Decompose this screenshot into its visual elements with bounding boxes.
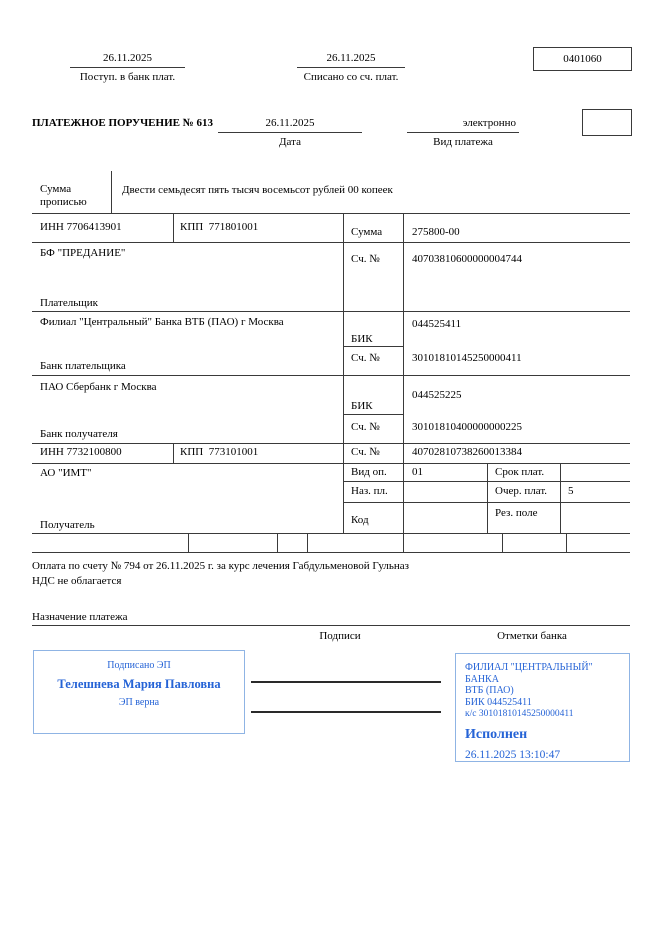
payee-bank-account: 30101810400000000225 [412, 421, 522, 433]
table-hline [343, 414, 403, 415]
amount-words-value: Двести семьдесят пять тысяч восемьсот рублей 00 копеек [122, 184, 393, 196]
signature-stamp-line3: ЭП верна [118, 697, 160, 708]
pay-term-label: Срок плат. [495, 466, 545, 478]
code-label: Код [351, 514, 369, 526]
payer-bank-account: 30101810145250000411 [412, 352, 522, 364]
reserve-label: Рез. поле [495, 507, 538, 519]
table-vline [173, 443, 174, 463]
table-hline [32, 311, 630, 312]
debited-date-field [297, 52, 405, 84]
document-date-field [218, 117, 362, 149]
payer-kpp: КПП 771801001 [180, 221, 259, 233]
payer-bank-name: Филиал "Центральный" Банка ВТБ (ПАО) г Москва [40, 316, 284, 328]
table-vline [188, 533, 189, 552]
received-date-value: 26.11.2025 [70, 52, 185, 68]
document-date-label: Дата [279, 136, 301, 148]
payer-bank-label: Банк плательщика [40, 360, 126, 372]
signature-stamp-line1: Подписано ЭП [107, 660, 171, 671]
debited-date-label: Списано со сч. плат. [303, 71, 399, 83]
table-hline [32, 375, 630, 376]
signatures-label: Подписи [319, 630, 361, 642]
payment-kind-label: Вид платежа [433, 136, 493, 148]
form-code-box: 0401060 [533, 47, 632, 71]
table-vline [560, 463, 561, 533]
bank-stamp [455, 653, 630, 762]
payer-account: 40703810600000004744 [412, 253, 522, 265]
purpose-code-label: Наз. пл. [351, 485, 388, 497]
bank-stamp-line2: ВТБ (ПАО) [465, 685, 514, 696]
signature-line [251, 681, 441, 683]
payment-kind-value: электронно [407, 117, 519, 133]
amount-label: Сумма [351, 226, 383, 238]
payee-bank-name: ПАО Сбербанк г Москва [40, 381, 157, 393]
payee-account: 40702810738260013384 [412, 446, 522, 458]
bank-stamp-line1: ФИЛИАЛ "ЦЕНТРАЛЬНЫЙ" БАНКА [465, 662, 593, 685]
payer-inn: ИНН 7706413901 [40, 221, 122, 233]
amount-value: 275800-00 [412, 226, 460, 238]
table-vline [307, 533, 308, 552]
amount-words-label: Сумма прописью [40, 183, 87, 208]
document-date-value: 26.11.2025 [218, 117, 362, 133]
received-date-field [70, 52, 185, 84]
table-hline [32, 213, 630, 214]
received-date-label: Поступ. в банк плат. [79, 71, 176, 83]
purpose-line2: НДС не облагается [32, 575, 122, 587]
payee-bank-label: Банк получателя [40, 428, 118, 440]
bank-stamp-line3: БИК 044525411 [465, 696, 532, 708]
op-kind-label: Вид оп. [351, 466, 387, 478]
table-vline [111, 171, 112, 213]
table-vline [277, 533, 278, 552]
payee-label: Получатель [40, 519, 95, 531]
payee-name: АО "ИМТ" [40, 467, 92, 479]
table-vline [487, 463, 488, 533]
table-hline [32, 463, 630, 464]
payee-account-label: Сч. № [351, 446, 380, 458]
signature-line [251, 711, 441, 713]
signature-stamp [33, 650, 245, 734]
payer-bank-bik: 044525411 [412, 318, 462, 330]
payee-bank-account-label: Сч. № [351, 421, 380, 433]
payment-kind-box [582, 109, 632, 136]
payer-name: БФ "ПРЕДАНИЕ" [40, 247, 126, 259]
purpose-underline [32, 625, 630, 626]
payee-bank-bik-label: БИК [351, 400, 373, 412]
table-vline [343, 213, 344, 533]
signature-stamp-name: Телешнева Мария Павловна [57, 677, 221, 691]
bank-stamp-datetime: 26.11.2025 13:10:47 [465, 749, 561, 761]
payer-bank-bik-label: БИК [351, 333, 373, 345]
document-title: ПЛАТЕЖНОЕ ПОРУЧЕНИЕ № 613 [32, 117, 214, 129]
table-vline [566, 533, 567, 552]
table-vline [173, 213, 174, 242]
table-hline [32, 533, 630, 534]
bank-stamp-line4: к/с 30101810145250000411 [465, 709, 574, 719]
payment-kind-field [407, 117, 519, 149]
table-vline [403, 213, 404, 552]
payer-account-label: Сч. № [351, 253, 380, 265]
priority-value: 5 [568, 485, 574, 497]
payer-label: Плательщик [40, 297, 98, 309]
bank-marks-label: Отметки банка [497, 630, 567, 642]
bank-stamp-status: Исполнен [465, 727, 528, 742]
table-hline [343, 346, 403, 347]
payee-bank-bik: 044525225 [412, 389, 462, 401]
table-hline [32, 552, 630, 553]
payee-kpp: КПП 773101001 [180, 446, 259, 458]
table-vline [502, 533, 503, 552]
purpose-label: Назначение платежа [32, 611, 128, 623]
payer-bank-account-label: Сч. № [351, 352, 380, 364]
payee-inn: ИНН 7732100800 [40, 446, 122, 458]
table-hline [32, 443, 630, 444]
debited-date-value: 26.11.2025 [297, 52, 405, 68]
table-hline [32, 242, 630, 243]
purpose-line1: Оплата по счету № 794 от 26.11.2025 г. за курс лечения Габдульменовой Гульназ [32, 560, 410, 572]
priority-label: Очер. плат. [495, 485, 548, 497]
op-kind-value: 01 [412, 466, 423, 478]
